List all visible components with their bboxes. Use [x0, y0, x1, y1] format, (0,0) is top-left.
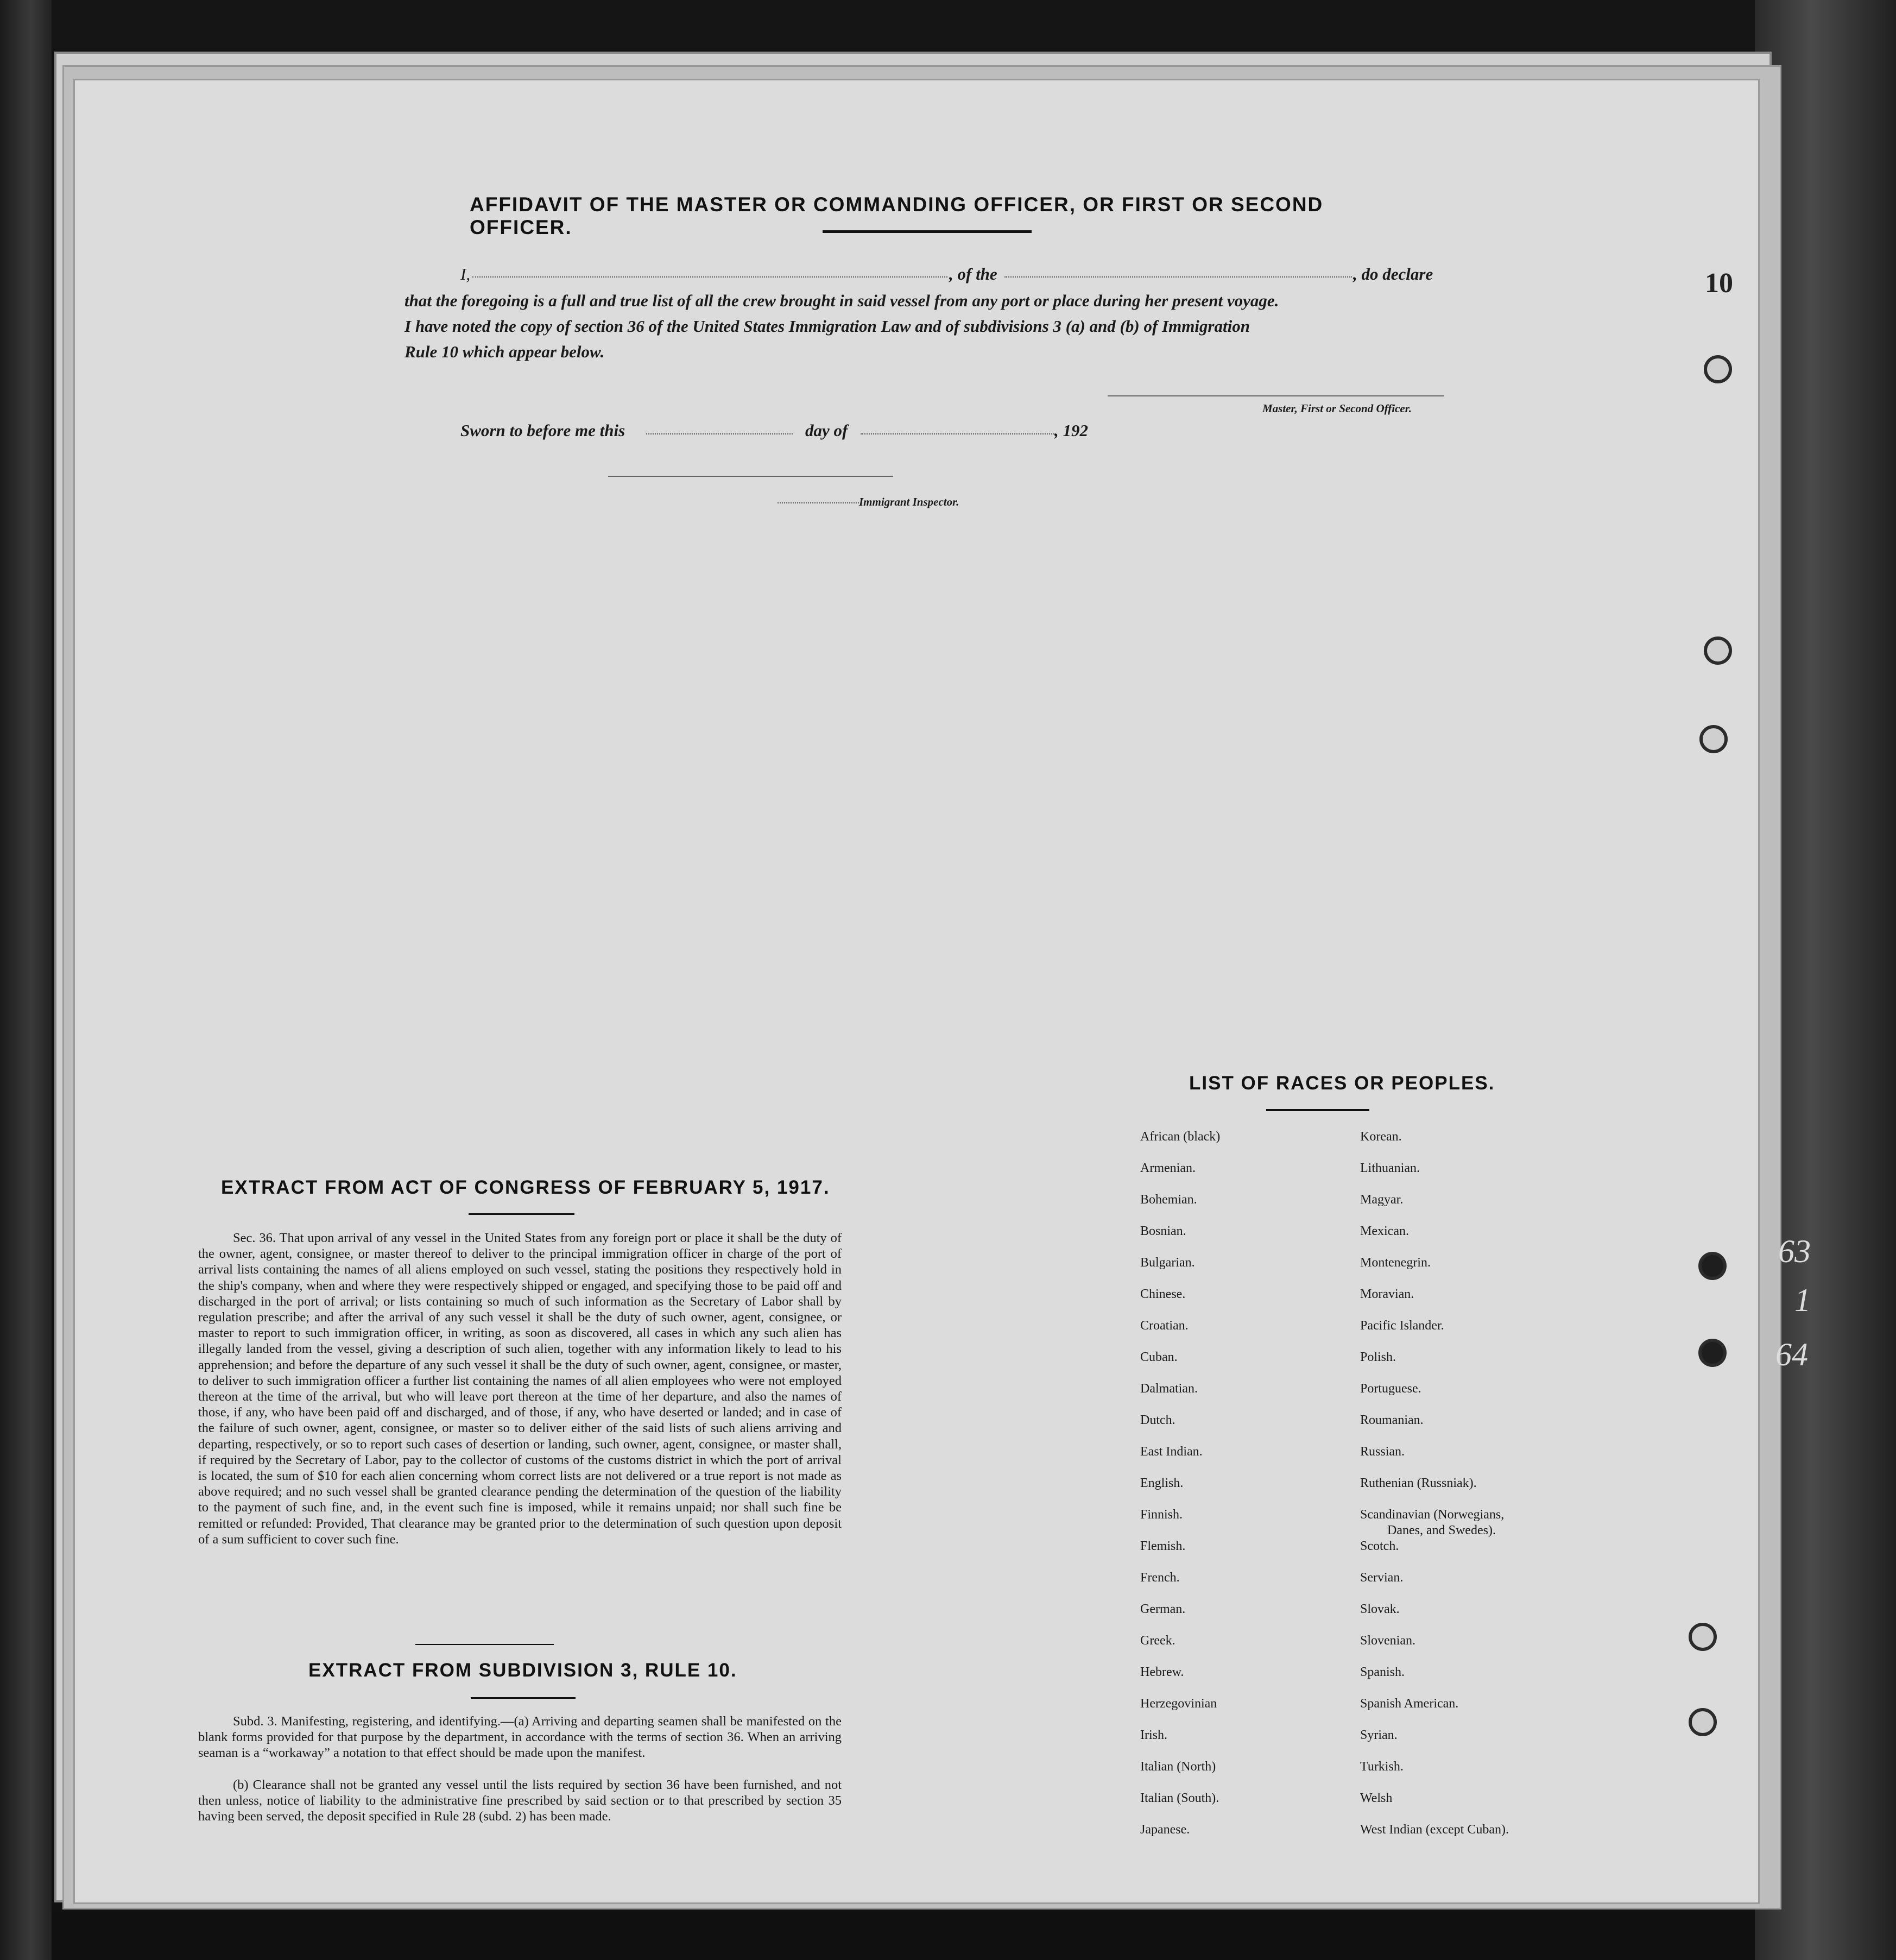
race-item: Portuguese. [1360, 1382, 1421, 1396]
race-item: Greek. [1140, 1634, 1175, 1648]
race-item: Bulgarian. [1140, 1256, 1195, 1270]
affidavit-line1-end: , do declare [1353, 264, 1433, 283]
name-blank [472, 276, 947, 278]
race-item: Hebrew. [1140, 1665, 1184, 1679]
race-item: French. [1140, 1571, 1180, 1585]
race-item: English. [1140, 1476, 1184, 1490]
race-item: Russian. [1360, 1445, 1405, 1459]
race-item: Polish. [1360, 1350, 1396, 1364]
race-item: Japanese. [1140, 1823, 1190, 1837]
punch-hole [1689, 1708, 1717, 1736]
race-item: Moravian. [1360, 1287, 1414, 1301]
punch-hole [1698, 1252, 1727, 1280]
race-item: Scandinavian (Norwegians, [1360, 1508, 1505, 1522]
race-item: Servian. [1360, 1571, 1404, 1585]
affidavit-line1-start: I, [460, 264, 471, 283]
sworn-month-blank [861, 433, 1056, 434]
race-item: Mexican. [1360, 1224, 1409, 1238]
race-item: Welsh [1360, 1791, 1393, 1805]
race-item: Chinese. [1140, 1287, 1186, 1301]
race-item: Cuban. [1140, 1350, 1178, 1364]
vessel-blank [1004, 276, 1352, 278]
margin-note-top: 10 [1705, 268, 1733, 299]
master-signature-label: Master, First or Second Officer. [1262, 402, 1412, 415]
punch-hole [1704, 355, 1732, 383]
margin-note-1: 1 [1794, 1282, 1811, 1318]
rule-extract-title: EXTRACT FROM SUBDIVISION 3, RULE 10. [308, 1660, 737, 1681]
race-item: Magyar. [1360, 1193, 1404, 1207]
race-item: Slovak. [1360, 1602, 1400, 1616]
race-item: Spanish. [1360, 1665, 1405, 1679]
race-item: Flemish. [1140, 1539, 1186, 1553]
inspector-label: Immigrant Inspector. [859, 495, 959, 508]
rule-extract-para-a: Subd. 3. Manifesting, registering, and identifying.—(a) Arriving and departing seamen shall be manifested on the blank forms provided for that purpose by the department, in accordance with the terms of section 36. When an arriving seaman is a “workaway” a notation to that effect should be made upon the manifest. [198, 1714, 842, 1761]
race-item: Bohemian. [1140, 1193, 1197, 1207]
sworn-end: , 192 [1054, 421, 1088, 440]
race-item: Syrian. [1360, 1728, 1398, 1742]
race-item: Finnish. [1140, 1508, 1183, 1522]
race-item: Dutch. [1140, 1413, 1175, 1427]
race-item: Slovenian. [1360, 1634, 1415, 1648]
race-item: Korean. [1360, 1130, 1402, 1144]
scan-border-top [0, 0, 1896, 52]
act-extract-text: Sec. 36. That upon arrival of any vessel in the United States from any foreign port or place it shall be the duty of the owner, agent, consignee, or master thereof to deliver to the principal immigration officer in charge of the port of arrival lists containing the names of all aliens employed on such vessel, stating the positions they respectively hold in the ship's company, when and where they were respectively shipped or engaged, and specifying those to be paid off and discharged in the port of arrival; or lists containing so much of such information as the Secretary of Labor shall by regulation prescribe; and after the arrival of any such vessel it shall be the duty of such owner, agent, consignee, or master to report to such immigration officer, in writing, as soon as discovered, all cases in which any such alien has illegally landed from the vessel, giving a description of such alien, together with any information likely to lead to his apprehension; and before the departure of any such vessel it shall be the duty of such owner, agent, consignee, or master, to deliver to such immigration officer a further list containing the names of all alien employees who were not employed thereon at the time of the arrival, but who will leave port thereon at the time of her departure, and also the names of those, if any, who have been paid off and discharged, and of those, if any, who have deserted or landed; and in case of the failure of such owner, agent, consignee, or master so to deliver either of the said lists of such aliens arriving and departing, respectively, or so to report such cases of desertion or landing, such owner, agent, consignee, or master shall, if required by the Secretary of Labor, pay to the collector of customs of the customs district in which the port of arrival is located, the sum of $10 for each alien concerning whom correct lists are not delivered or a true report is not made as above required; and no such vessel shall be granted clearance pending the determination of the question of the liability to the payment of such fine, and, in the event such fine is imposed, while it remains unpaid; nor shall such fine be remitted or refunded: Provided, That clearance may be granted prior to the determination of such question upon deposit of a sum sufficient to cover such fine. [198, 1231, 842, 1547]
race-item: Irish. [1140, 1728, 1167, 1742]
race-item: Montenegrin. [1360, 1256, 1431, 1270]
affidavit-line1-mid: , of the [949, 264, 997, 283]
race-item: West Indian (except Cuban). [1360, 1823, 1509, 1837]
race-item: Turkish. [1360, 1760, 1404, 1774]
race-item: Herzegovinian [1140, 1697, 1217, 1711]
sworn-start: Sworn to before me this [460, 421, 625, 440]
race-item: Roumanian. [1360, 1413, 1424, 1427]
margin-note-63: 63 [1778, 1233, 1811, 1269]
race-item: Italian (South). [1140, 1791, 1219, 1805]
races-title: LIST OF RACES OR PEOPLES. [1189, 1073, 1495, 1094]
punch-hole [1689, 1623, 1717, 1651]
race-item: German. [1140, 1602, 1186, 1616]
race-item: Ruthenian (Russniak). [1360, 1476, 1477, 1490]
punch-hole [1699, 725, 1728, 753]
races-right-column [1360, 1130, 1588, 1836]
race-item: Scotch. [1360, 1539, 1399, 1553]
sworn-day-blank [646, 433, 793, 434]
race-item: Bosnian. [1140, 1224, 1186, 1238]
master-signature-line [1108, 395, 1444, 396]
race-item: African (black) [1140, 1130, 1221, 1144]
race-item: Armenian. [1140, 1161, 1196, 1175]
act-rule-divider [415, 1644, 554, 1645]
sworn-mid: day of [805, 421, 848, 440]
race-item: Italian (North) [1140, 1760, 1216, 1774]
race-item: Croatian. [1140, 1319, 1189, 1333]
scan-border-bottom [0, 1911, 1896, 1960]
race-item: Pacific Islander. [1360, 1319, 1444, 1333]
rule-extract-rule [471, 1697, 576, 1699]
rule-extract-para-b: (b) Clearance shall not be granted any vessel until the lists required by section 36 have been furnished, and not then unless, notice of liability to the administrative fine prescribed by said section or to that prescribed by section 35 having been served, the deposit specified in Rule 28 (subd. 2) has been made. [198, 1778, 842, 1824]
act-extract-rule [469, 1213, 574, 1215]
races-title-rule [1266, 1109, 1369, 1111]
inspector-dot-line [778, 502, 859, 503]
margin-note-64: 64 [1775, 1337, 1808, 1372]
punch-hole [1698, 1339, 1727, 1367]
affidavit-line3: I have noted the copy of section 36 of the United States Immigration Law and of subdivisions 3 (a) and (b) of Immigration [405, 317, 1250, 336]
affidavit-line2: that the foregoing is a full and true list of all the crew brought in said vessel from any port or place during her present voyage. [405, 291, 1279, 310]
act-extract-title: EXTRACT FROM ACT OF CONGRESS OF FEBRUARY 5, 1917. [221, 1177, 830, 1198]
affidavit-title: AFFIDAVIT OF THE MASTER OR COMMANDING OFFICER, OR FIRST OR SECOND OFFICER. [470, 193, 1324, 238]
race-item: Lithuanian. [1360, 1161, 1420, 1175]
races-left-column [1140, 1130, 1319, 1836]
race-item: East Indian. [1140, 1445, 1203, 1459]
scan-border-left [0, 0, 52, 1960]
race-item-continuation: Danes, and Swedes). [1387, 1523, 1496, 1537]
affidavit-line4: Rule 10 which appear below. [405, 342, 605, 361]
race-item: Dalmatian. [1140, 1382, 1198, 1396]
race-item: Spanish American. [1360, 1697, 1459, 1711]
inspector-signature-line [608, 476, 893, 477]
affidavit-title-rule [823, 230, 1032, 233]
punch-hole [1704, 636, 1732, 665]
